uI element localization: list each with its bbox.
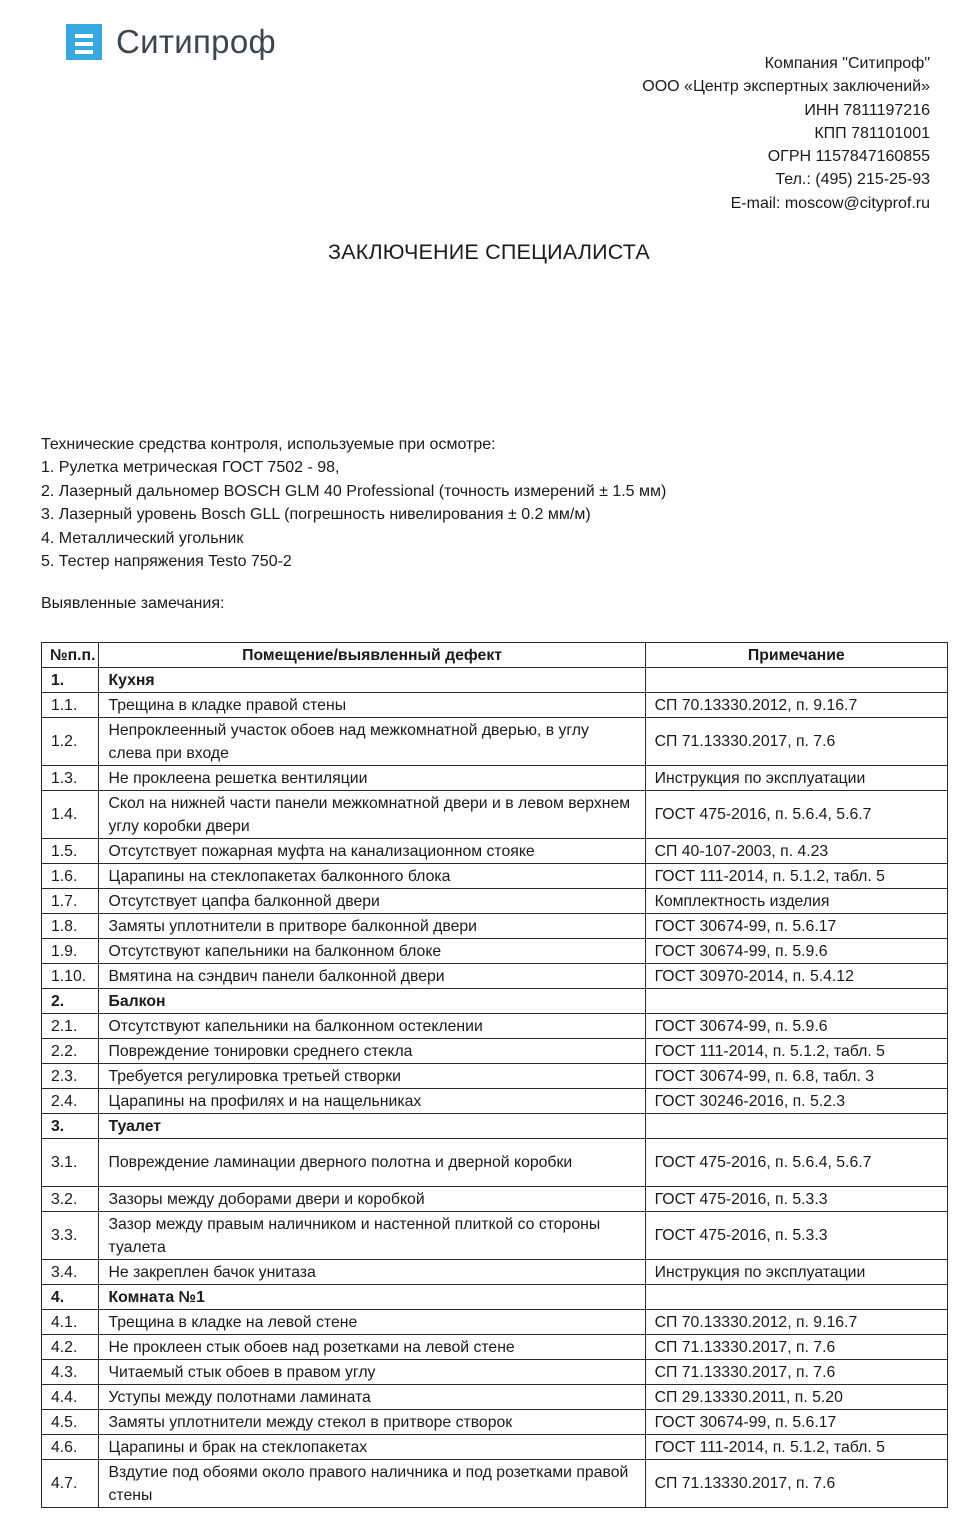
row-number: 1.6. [42, 864, 99, 889]
row-note: ГОСТ 30674-99, п. 5.6.17 [645, 914, 947, 939]
row-note: Комплектность изделия [645, 889, 947, 914]
table-section-row [42, 1114, 948, 1139]
table-row [42, 1435, 948, 1460]
row-number: 4.6. [42, 1435, 99, 1460]
row-note: СП 29.13330.2011, п. 5.20 [645, 1385, 947, 1410]
row-number: 1.1. [42, 693, 99, 718]
company-info [642, 52, 930, 215]
row-note: СП 71.13330.2017, п. 7.6 [645, 718, 947, 766]
table-row [42, 1460, 948, 1508]
tools-item: 2. Лазерный дальномер BOSCH GLM 40 Professional (точность измерений ± 1.5 мм) [41, 482, 667, 500]
row-defect: Отсутствуют капельники на балконном остеклении [99, 1014, 645, 1039]
table-section-row [42, 989, 948, 1014]
row-note: ГОСТ 111-2014, п. 5.1.2, табл. 5 [645, 1039, 947, 1064]
row-defect: Уступы между полотнами ламината [99, 1385, 645, 1410]
row-defect: Комната №1 [99, 1285, 645, 1310]
defects-table-body [42, 668, 948, 1508]
table-row [42, 718, 948, 766]
header-note: Примечание [645, 643, 947, 668]
row-defect: Кухня [99, 668, 645, 693]
company-name: Компания "Ситипроф" [764, 55, 930, 72]
row-defect: Замяты уплотнители в притворе балконной двери [99, 914, 645, 939]
row-note: ГОСТ 475-2016, п. 5.6.4, 5.6.7 [645, 791, 947, 839]
company-inn: ИНН 7811197216 [804, 101, 930, 119]
table-row [42, 1385, 948, 1410]
row-note: ГОСТ 111-2014, п. 5.1.2, табл. 5 [645, 864, 947, 889]
row-note: ГОСТ 30970-2014, п. 5.4.12 [645, 964, 947, 989]
row-number: 2.2. [42, 1039, 99, 1064]
row-note: СП 71.13330.2017, п. 7.6 [645, 1335, 947, 1360]
company-email: E-mail: moscow@cityprof.ru [730, 194, 930, 212]
row-number: 3.1. [42, 1139, 99, 1187]
remarks-heading: Выявленные замечания: [41, 595, 225, 612]
row-number: 2. [42, 989, 99, 1014]
company-kpp: КПП 781101001 [814, 124, 930, 142]
row-note: СП 70.13330.2012, п. 9.16.7 [645, 1310, 947, 1335]
table-row [42, 939, 948, 964]
table-row [42, 766, 948, 791]
row-number: 3.4. [42, 1260, 99, 1285]
row-defect: Требуется регулировка третьей створки [99, 1064, 645, 1089]
row-number: 2.1. [42, 1014, 99, 1039]
table-row [42, 1064, 948, 1089]
table-row [42, 1260, 948, 1285]
row-number: 3.3. [42, 1212, 99, 1260]
table-row [42, 1335, 948, 1360]
company-legal-name: ООО «Центр экспертных заключений» [642, 78, 930, 96]
row-note [645, 1114, 947, 1139]
tools-item: 3. Лазерный уровень Bosch GLL (погрешность нивелирования ± 0.2 мм/м) [41, 506, 591, 524]
header-number: №п.п. [42, 643, 99, 668]
row-number: 2.4. [42, 1089, 99, 1114]
table-row [42, 889, 948, 914]
row-number: 2.3. [42, 1064, 99, 1089]
tools-item: 5. Тестер напряжения Testo 750-2 [41, 553, 292, 571]
row-number: 4.1. [42, 1310, 99, 1335]
row-defect: Трещина в кладке на левой стене [99, 1310, 645, 1335]
table-row [42, 1360, 948, 1385]
row-number: 4.2. [42, 1335, 99, 1360]
row-number: 1.10. [42, 964, 99, 989]
table-row [42, 1410, 948, 1435]
row-number: 4.5. [42, 1410, 99, 1435]
row-number: 3.2. [42, 1187, 99, 1212]
row-defect: Туалет [99, 1114, 645, 1139]
row-note [645, 989, 947, 1014]
brand-name: Ситипроф [116, 23, 276, 60]
table-row [42, 1139, 948, 1187]
tools-item: 4. Металлический угольник [41, 529, 244, 547]
table-row [42, 864, 948, 889]
table-row [42, 914, 948, 939]
row-defect: Царапины и брак на стеклопакетах [99, 1435, 645, 1460]
table-row [42, 1014, 948, 1039]
row-note: ГОСТ 475-2016, п. 5.3.3 [645, 1187, 947, 1212]
table-header-row [42, 643, 948, 668]
row-defect: Читаемый стык обоев в правом углу [99, 1360, 645, 1385]
row-defect: Отсутствует пожарная муфта на канализационном стояке [99, 839, 645, 864]
row-number: 1.3. [42, 766, 99, 791]
row-note: Инструкция по эксплуатации [645, 1260, 947, 1285]
tools-heading: Технические средства контроля, используемые при осмотре: [41, 436, 496, 453]
document-title: ЗАКЛЮЧЕНИЕ СПЕЦИАЛИСТА [328, 240, 650, 264]
company-phone: Тел.: (495) 215-25-93 [775, 171, 930, 189]
row-number: 4.3. [42, 1360, 99, 1385]
row-note: СП 70.13330.2012, п. 9.16.7 [645, 693, 947, 718]
row-defect: Повреждение тонировки среднего стекла [99, 1039, 645, 1064]
row-number: 4.7. [42, 1460, 99, 1508]
defects-table [41, 642, 948, 1508]
row-defect: Царапины на профилях и на нащельниках [99, 1089, 645, 1114]
row-number: 3. [42, 1114, 99, 1139]
row-defect: Не проклеена решетка вентиляции [99, 766, 645, 791]
table-row [42, 791, 948, 839]
row-defect: Повреждение ламинации дверного полотна и дверной коробки [99, 1139, 645, 1187]
row-defect: Скол на нижней части панели межкомнатной двери и в левом верхнем углу коробки двери [99, 791, 645, 839]
row-defect: Зазоры между доборами двери и коробкой [99, 1187, 645, 1212]
row-note: ГОСТ 475-2016, п. 5.6.4, 5.6.7 [645, 1139, 947, 1187]
row-number: 4. [42, 1285, 99, 1310]
row-number: 1.8. [42, 914, 99, 939]
row-defect: Зазор между правым наличником и настенной плиткой со стороны туалета [99, 1212, 645, 1260]
row-number: 1.9. [42, 939, 99, 964]
company-ogrn: ОГРН 1157847160855 [767, 148, 930, 166]
row-note: ГОСТ 111-2014, п. 5.1.2, табл. 5 [645, 1435, 947, 1460]
cityprof-logo-icon [66, 24, 102, 60]
table-row [42, 693, 948, 718]
row-note [645, 1285, 947, 1310]
tools-item: 1. Рулетка метрическая ГОСТ 7502 - 98, [41, 459, 340, 477]
row-number: 1.2. [42, 718, 99, 766]
table-row [42, 1310, 948, 1335]
row-defect: Вмятина на сэндвич панели балконной двери [99, 964, 645, 989]
row-note: ГОСТ 30674-99, п. 5.6.17 [645, 1410, 947, 1435]
table-row [42, 1212, 948, 1260]
header-defect: Помещение/выявленный дефект [99, 643, 645, 668]
row-defect: Трещина в кладке правой стены [99, 693, 645, 718]
row-note: ГОСТ 30674-99, п. 6.8, табл. 3 [645, 1064, 947, 1089]
brand-logo [66, 22, 276, 62]
row-defect: Царапины на стеклопакетах балконного блока [99, 864, 645, 889]
row-defect: Не закреплен бачок унитаза [99, 1260, 645, 1285]
row-defect: Непроклеенный участок обоев над межкомнатной дверью, в углу слева при входе [99, 718, 645, 766]
row-note: СП 40-107-2003, п. 4.23 [645, 839, 947, 864]
row-note: ГОСТ 30674-99, п. 5.9.6 [645, 1014, 947, 1039]
row-number: 4.4. [42, 1385, 99, 1410]
row-defect: Вздутие под обоями около правого наличника и под розетками правой стены [99, 1460, 645, 1508]
table-row [42, 964, 948, 989]
row-defect: Балкон [99, 989, 645, 1014]
table-section-row [42, 1285, 948, 1310]
tools-section [41, 433, 666, 573]
row-note [645, 668, 947, 693]
row-number: 1.4. [42, 791, 99, 839]
row-note: ГОСТ 30246-2016, п. 5.2.3 [645, 1089, 947, 1114]
row-note: Инструкция по эксплуатации [645, 766, 947, 791]
table-row [42, 1187, 948, 1212]
row-number: 1. [42, 668, 99, 693]
table-row [42, 1089, 948, 1114]
table-row [42, 1039, 948, 1064]
row-defect: Не проклеен стык обоев над розетками на левой стене [99, 1335, 645, 1360]
row-defect: Отсутствует цапфа балконной двери [99, 889, 645, 914]
row-note: СП 71.13330.2017, п. 7.6 [645, 1460, 947, 1508]
row-defect: Замяты уплотнители между стекол в притворе створок [99, 1410, 645, 1435]
row-note: ГОСТ 475-2016, п. 5.3.3 [645, 1212, 947, 1260]
row-number: 1.5. [42, 839, 99, 864]
row-note: ГОСТ 30674-99, п. 5.9.6 [645, 939, 947, 964]
row-note: СП 71.13330.2017, п. 7.6 [645, 1360, 947, 1385]
row-number: 1.7. [42, 889, 99, 914]
table-section-row [42, 668, 948, 693]
row-defect: Отсутствуют капельники на балконном блоке [99, 939, 645, 964]
table-row [42, 839, 948, 864]
